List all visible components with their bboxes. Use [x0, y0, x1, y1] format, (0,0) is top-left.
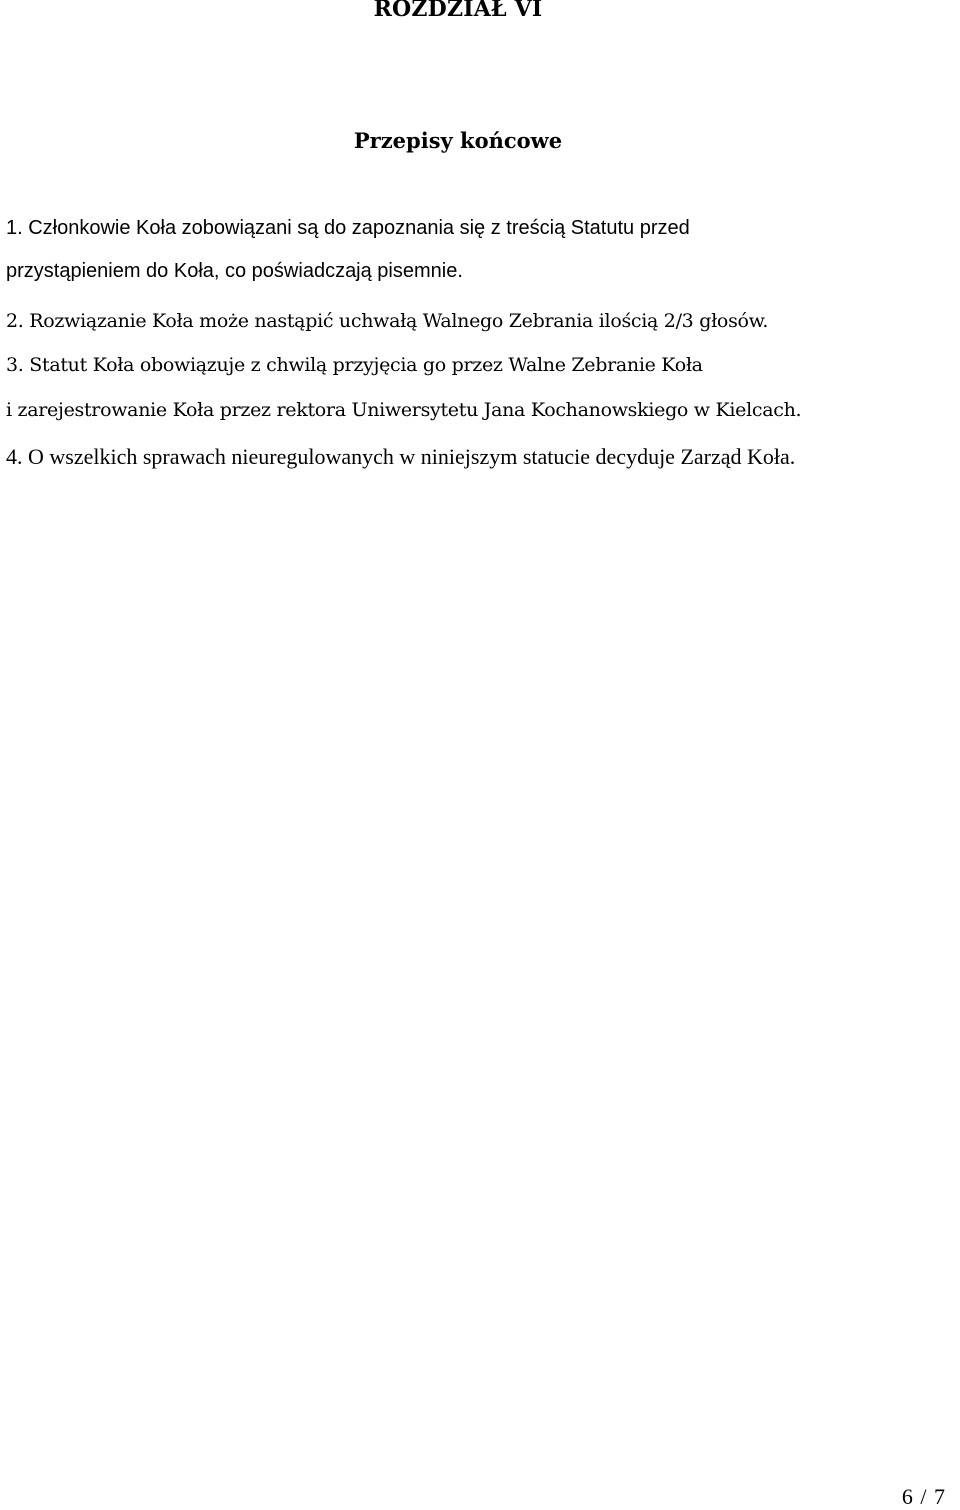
page-number: 6 / 7 [901, 1484, 946, 1509]
paragraph-1-line-2: przystąpieniem do Koła, co poświadczają pisemnie. [6, 260, 463, 282]
paragraph-3-line-2: i zarejestrowanie Koła przez rektora Uniwersytetu Jana Kochanowskiego w Kielcach. [6, 399, 802, 421]
paragraph-4: 4. O wszelkich sprawach nieuregulowanych w niniejszym statucie decyduje Zarząd Koła. [6, 444, 796, 469]
section-title: Przepisy końcowe [353, 128, 563, 153]
paragraph-3-line-1: 3. Statut Koła obowiązuje z chwilą przyjęcia go przez Walne Zebranie Koła [6, 354, 703, 376]
paragraph-1-line-1: 1. Członkowie Koła zobowiązani są do zapoznania się z treścią Statutu przed [6, 217, 690, 239]
paragraph-2: 2. Rozwiązanie Koła może nastąpić uchwałą Walnego Zebrania ilością 2/3 głosów. [6, 310, 769, 332]
chapter-title: ROZDZIAŁ VI [373, 0, 543, 22]
